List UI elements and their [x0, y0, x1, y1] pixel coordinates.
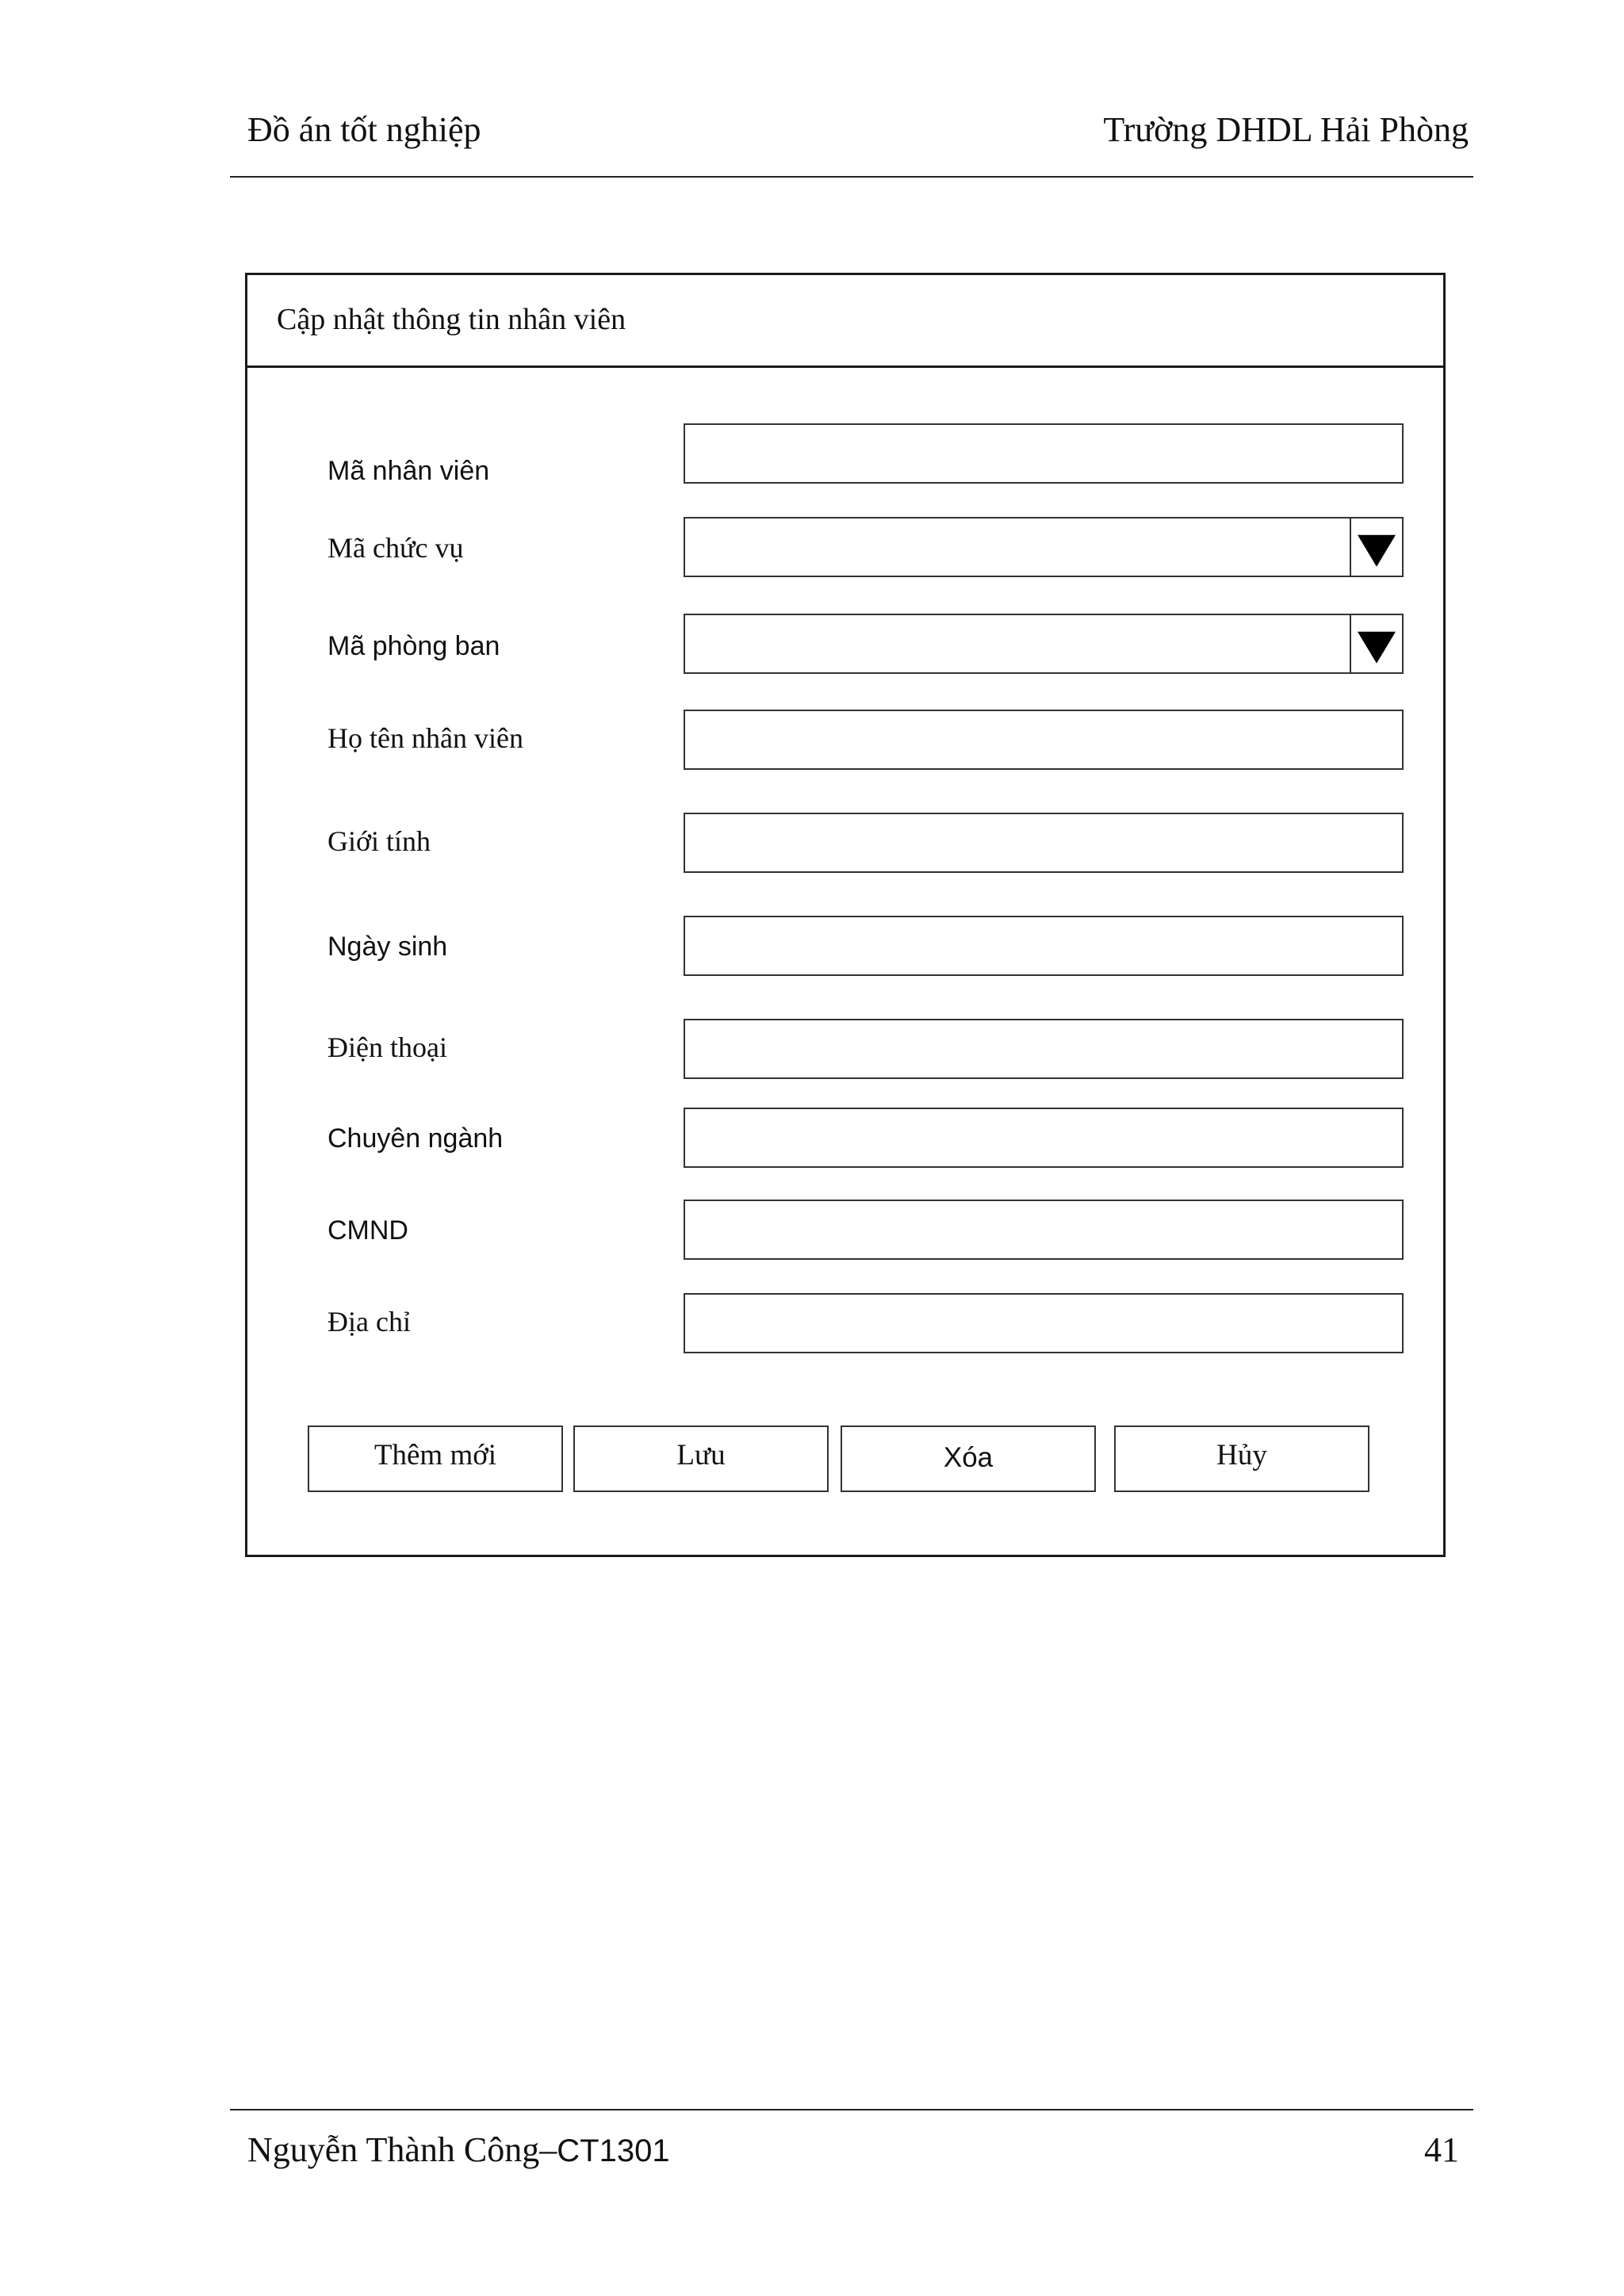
gender-input[interactable]	[684, 813, 1404, 873]
form-title: Cập nhật thông tin nhân viên	[277, 303, 626, 336]
header-document-title: Đồ án tốt nghiệp	[247, 110, 481, 149]
employee-update-form	[245, 273, 1446, 1557]
add-new-button[interactable]: Thêm mới	[308, 1425, 563, 1492]
employee-id-input[interactable]	[684, 423, 1404, 484]
label-position-id: Mã chức vụ	[327, 532, 464, 564]
label-department-id: Mã phòng ban	[327, 631, 500, 661]
save-button[interactable]: Lưu	[573, 1425, 829, 1492]
footer-class-code: CT1301	[557, 2133, 670, 2168]
position-id-select[interactable]	[684, 517, 1404, 577]
chevron-down-icon[interactable]	[1350, 519, 1402, 576]
address-input[interactable]	[684, 1293, 1404, 1353]
form-title-bar	[247, 275, 1443, 368]
delete-button[interactable]: Xóa	[841, 1425, 1096, 1492]
date-of-birth-input[interactable]	[684, 916, 1404, 976]
page-number: 41	[1424, 2130, 1459, 2169]
footer-author-name: Nguyễn Thành Công–	[247, 2130, 557, 2169]
department-id-select[interactable]	[684, 614, 1404, 674]
chevron-down-icon[interactable]	[1350, 615, 1402, 672]
label-employee-id: Mã nhân viên	[327, 456, 490, 486]
id-card-input[interactable]	[684, 1200, 1404, 1260]
footer-author	[247, 2130, 670, 2172]
phone-input[interactable]	[684, 1019, 1404, 1079]
major-input[interactable]	[684, 1108, 1404, 1168]
header-university-name: Trường DHDL Hải Phòng	[1103, 110, 1469, 149]
employee-name-input[interactable]	[684, 710, 1404, 770]
cancel-button[interactable]: Hủy	[1114, 1425, 1369, 1492]
label-major: Chuyên ngành	[327, 1123, 504, 1154]
label-date-of-birth: Ngày sinh	[327, 932, 448, 962]
label-id-card: CMND	[327, 1215, 408, 1246]
header-divider	[230, 176, 1473, 178]
label-phone: Điện thoại	[327, 1031, 447, 1063]
label-address: Địa chỉ	[327, 1306, 411, 1337]
label-employee-name: Họ tên nhân viên	[327, 722, 523, 754]
label-gender: Giới tính	[327, 825, 431, 857]
footer-divider	[230, 2109, 1473, 2110]
